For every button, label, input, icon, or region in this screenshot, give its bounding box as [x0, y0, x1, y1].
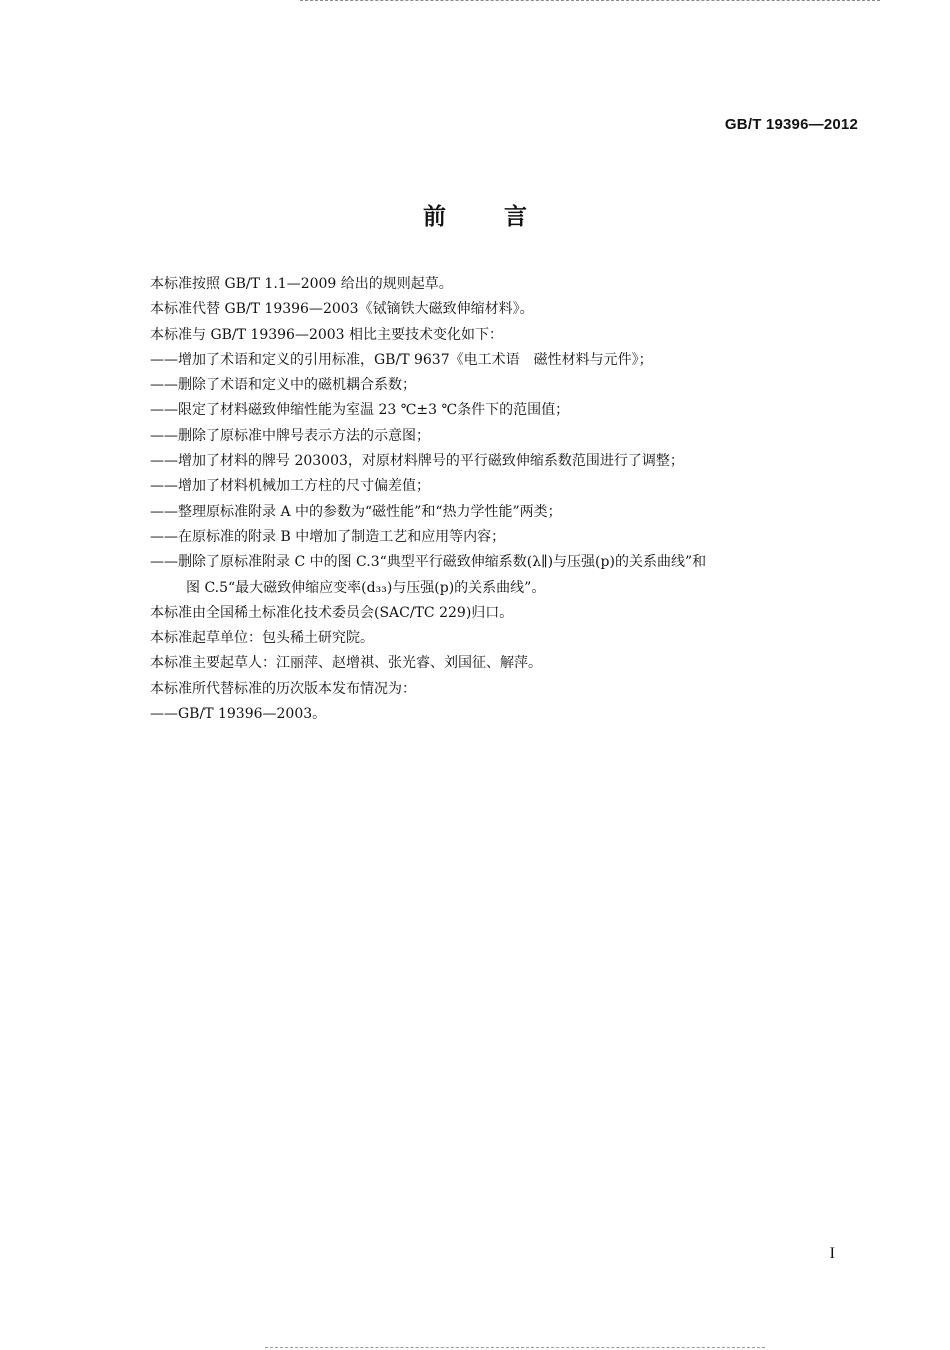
list-item: ——在原标准的附录 B 中增加了制造工艺和应用等内容； [150, 528, 506, 545]
paragraph-drafting-rules: 本标准按照 GB/T 1.1—2009 给出的规则起草。 [150, 276, 453, 292]
list-item: ——增加了术语和定义的引用标准，GB/T 9637《电工术语 磁性材料与元件》； [150, 351, 653, 368]
list-item: ——GB/T 19396—2003。 [150, 706, 327, 723]
paragraph-changes-intro: 本标准与 GB/T 19396—2003 相比主要技术变化如下： [150, 326, 504, 343]
paragraph-replaces: 本标准代替 GB/T 19396—2003《铽镝铁大磁致伸缩材料》。 [150, 301, 534, 318]
list-item: ——删除了原标准附录 C 中的图 C.3“典型平行磁致伸缩系数(λ∥)与压强(p)的关系曲线”和 [150, 554, 707, 571]
foreword-body [150, 272, 870, 727]
scan-edge-bottom [265, 1345, 765, 1348]
list-item: ——增加了材料机械加工方柱的尺寸偏差值； [150, 478, 430, 495]
list-item: ——增加了材料的牌号 203003，对原材料牌号的平行磁致伸缩系数范围进行了调整； [150, 453, 684, 470]
paragraph-previous-editions: 本标准所代替标准的历次版本发布情况为： [150, 680, 416, 697]
page-title: 前言 [423, 204, 585, 230]
list-item: ——整理原标准附录 A 中的参数为“磁性能”和“热力学性能”两类； [150, 503, 562, 520]
paragraph-drafting-unit: 本标准起草单位：包头稀土研究院。 [150, 630, 374, 647]
list-item: ——删除了原标准中牌号表示方法的示意图； [150, 427, 430, 444]
scan-edge-top [300, 0, 880, 3]
list-item-continuation: 图 C.5“最大磁致伸缩应变率(d₃₃)与压强(p)的关系曲线”。 [186, 579, 546, 596]
paragraph-drafters: 本标准主要起草人：江丽萍、赵增祺、张光睿、刘国征、解萍。 [150, 655, 542, 672]
standard-code: GB/T 19396—2012 [724, 116, 858, 133]
list-item: ——限定了材料磁致伸缩性能为室温 23 ℃±3 ℃条件下的范围值； [150, 402, 570, 419]
list-item: ——删除了术语和定义中的磁机耦合系数； [150, 377, 416, 394]
paragraph-responsible-committee: 本标准由全国稀土标准化技术委员会(SAC/TC 229)归口。 [150, 604, 514, 621]
page-number: I [829, 1245, 835, 1262]
